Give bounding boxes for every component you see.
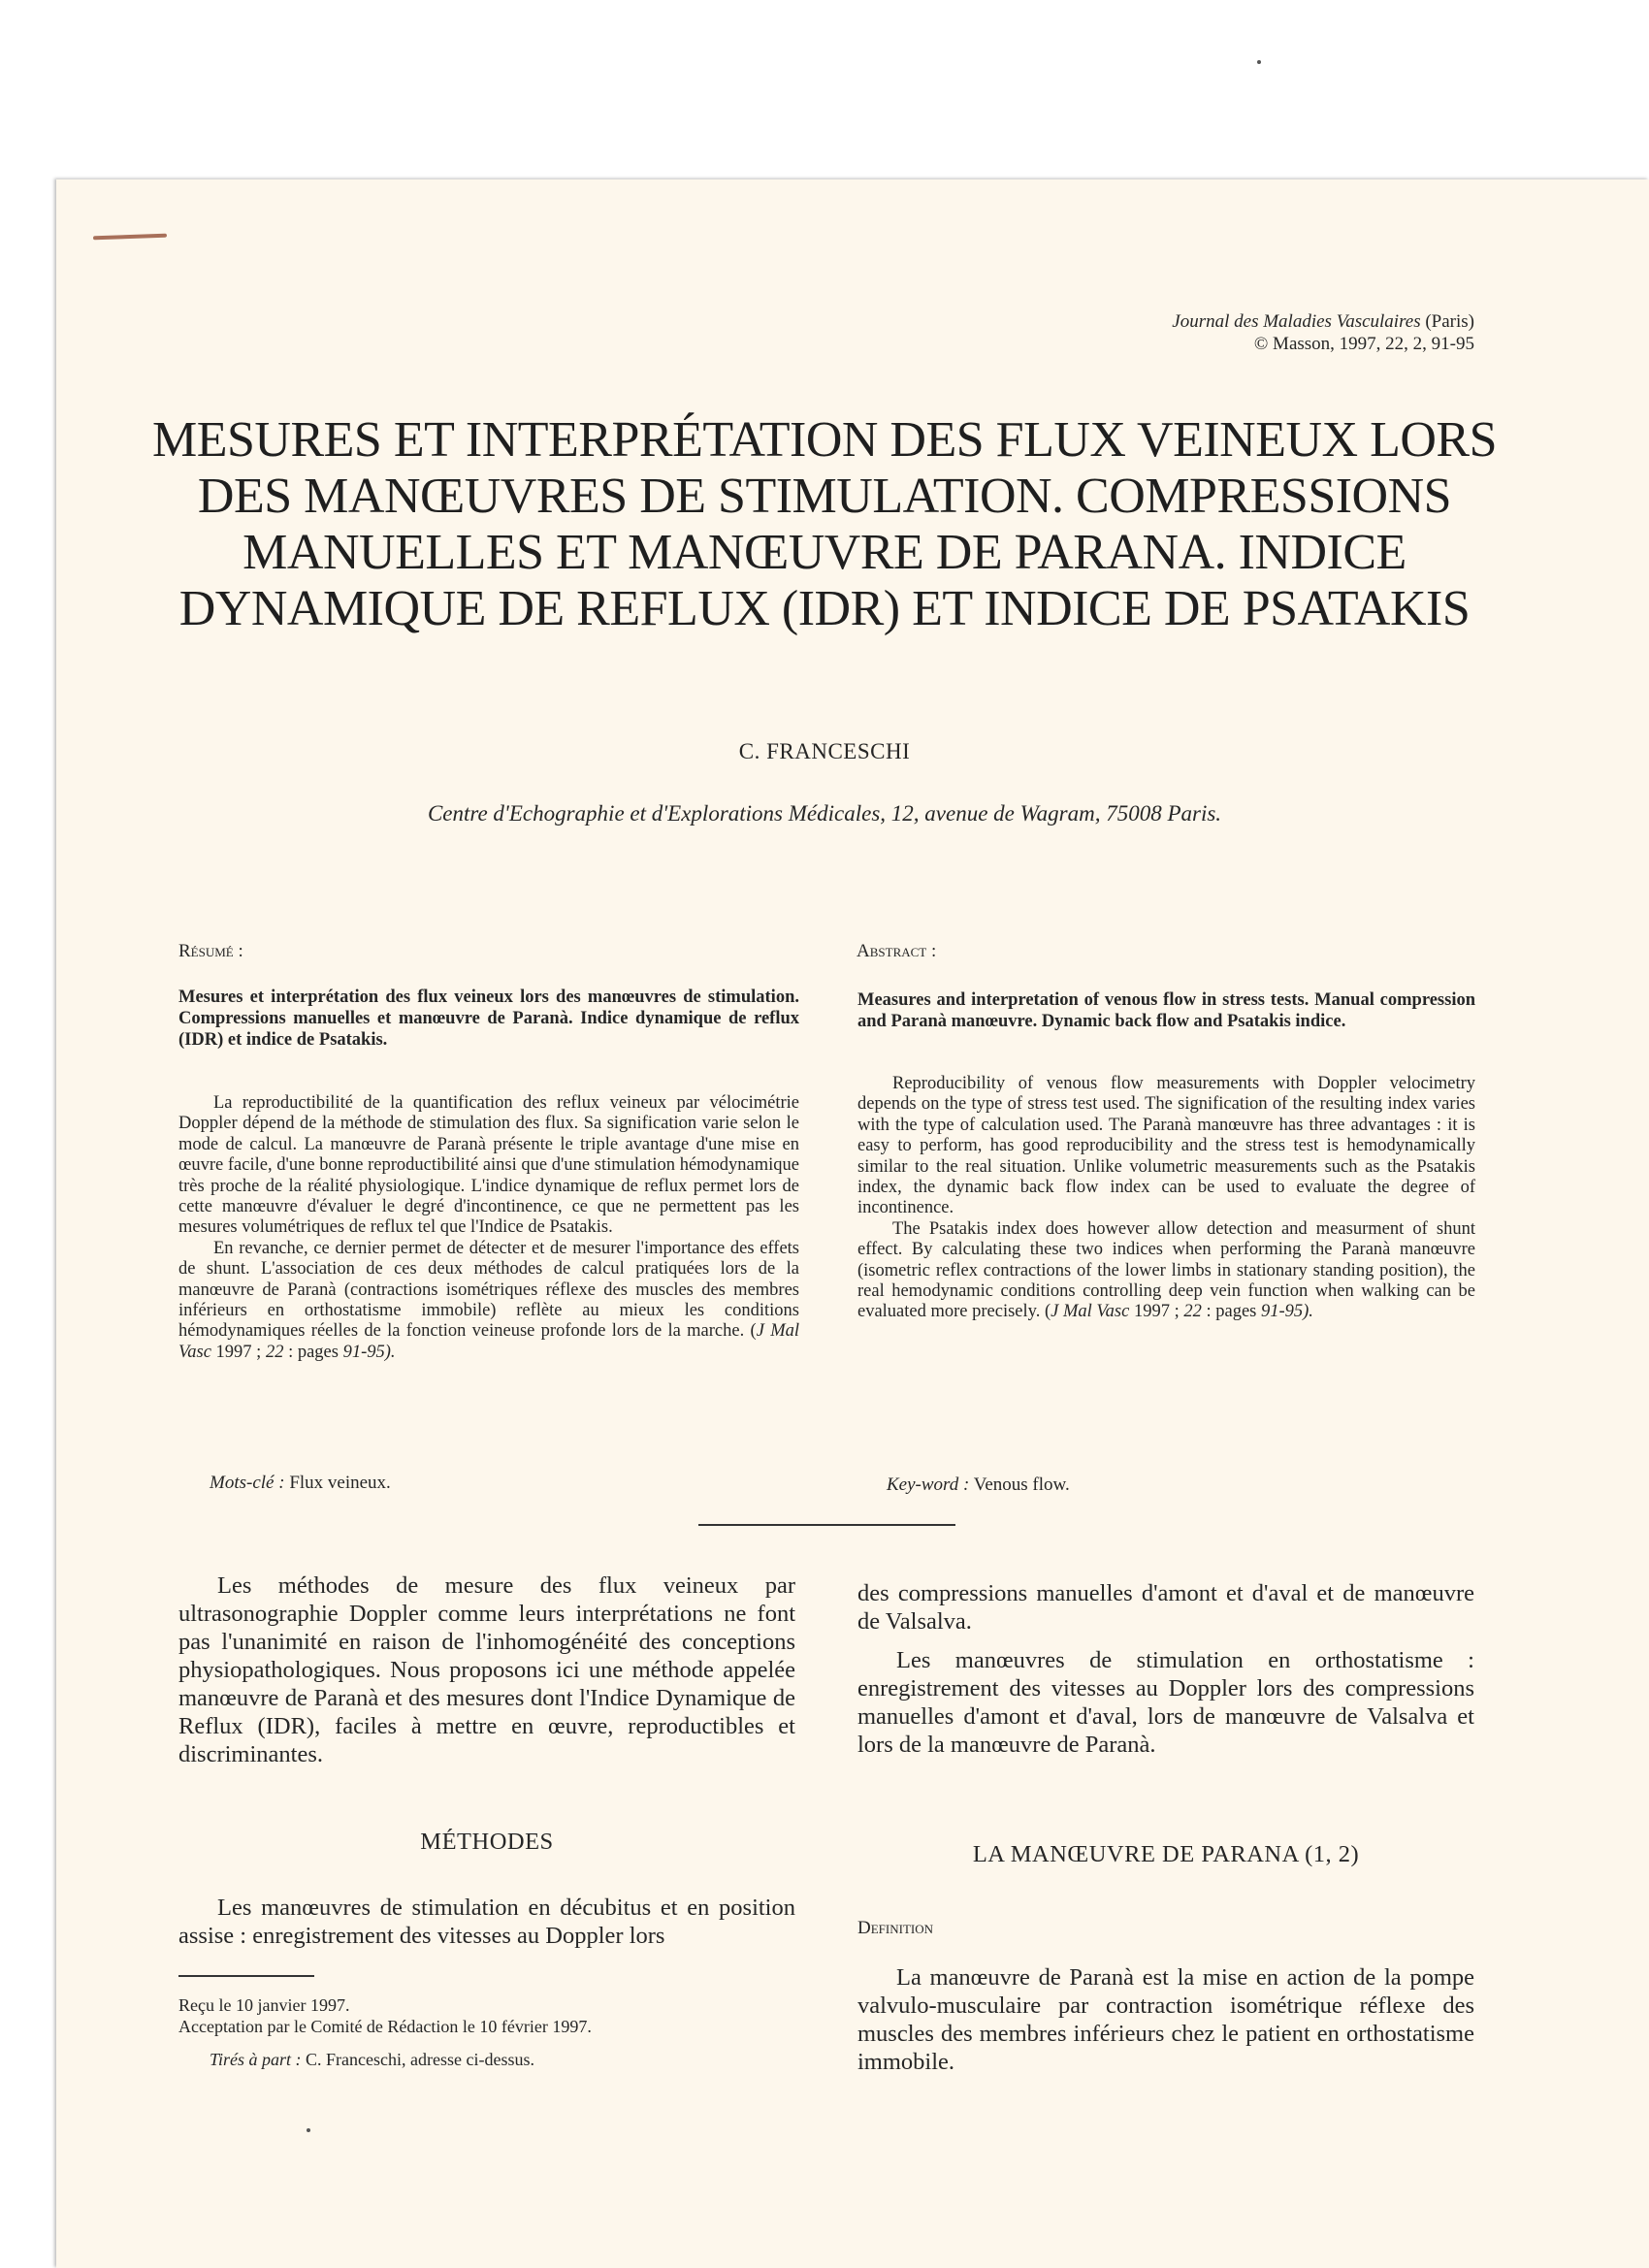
author-name: C. FRANCESCHI (738, 739, 911, 763)
column2-continuation: des compressions manuelles d'amont et d'aval et de manœuvre de Valsalva. (857, 1580, 1474, 1635)
parana-heading: LA MANŒUVRE DE PARANA (1, 2) (972, 1841, 1360, 1867)
intro-paragraph: Les méthodes de mesure des flux veineux par ultrasonographie Doppler comme leurs interprétations ne font pas l'unanimité en raison de l'inhomogénéité des conceptions physiopathologiques. Nous proposons ici une méthode appelée manœuvre de Paranà et des mesures dont l'Indice Dynamique de Reflux (IDR), faciles à mettre en œuvre, reproductibles et discriminantes. (178, 1572, 795, 1767)
orthostatism-paragraph: Les manœuvres de stimulation en orthostatisme : enregistrement des vitesses au Doppler lors des compressions manuelles d'amont et d'aval, lors de manœuvre de Valsalva et lors de la manœuvre de Paranà. (857, 1647, 1474, 1758)
definition-paragraph: La manœuvre de Paranà est la mise en action de la pompe valvulo-musculaire par contraction isométrique réflexe des muscles des membres inférieurs chez le patient en orthostatisme immobile. (857, 1964, 1474, 2075)
methodes-heading: MÉTHODES (420, 1829, 554, 1855)
methodes-paragraph: Les manœuvres de stimulation en décubitus et en position assise : enregistrement des vitesses au Doppler lors (178, 1895, 795, 1949)
footnote-rule (178, 1975, 314, 1977)
author-affiliation: Centre d'Echographie et d'Explorations Médicales, 12, avenue de Wagram, 75008 Paris. (427, 801, 1222, 826)
footnote-dates: Reçu le 10 janvier 1997. Acceptation par le Comité de Rédaction le 10 février 1997. (178, 1995, 592, 2036)
journal-reference: Journal des Maladies Vasculaires (Paris) © Masson, 1997, 22, 2, 91-95 (1172, 311, 1474, 354)
section-divider (698, 1524, 955, 1526)
speck (307, 2128, 310, 2132)
resume-heading: Résumé : (178, 941, 243, 961)
abstract-heading: Abstract : (857, 941, 937, 961)
resume-keywords: Mots-clé : Flux veineux. (210, 1473, 391, 1493)
resume-title: Mesures et interprétation des flux veineux lors des manœuvres de stimulation. Compressions manuelles et manœuvre de Paranà. Indice dynamique de reflux (IDR) et indice de Psatakis. (178, 988, 799, 1050)
resume-paragraph: En revanche, ce dernier permet de détecter et de mesurer l'importance des effets de shunt. L'association de ces deux méthodes de calcul pratiquées lors de la manœuvre de Paranà (contractions isométriques réflexe des muscles des membres inférieurs en orthostatisme immobile) reflète au mieux les conditions hémodynamiques réelles de la fonction veineuse profonde lors de la marche. (J Mal Vasc 1997 ; 22 : pages 91-95). (178, 1238, 800, 1362)
article-title: MESURES ET INTERPRÉTATION DES FLUX VEINEUX LORS DES MANŒUVRES DE STIMULATION. COMPRESSIONS MANUELLES ET MANŒUVRE DE PARANA. INDICE DYNAMIQUE DE REFLUX (IDR) ET INDICE DE PSATAKIS (151, 412, 1497, 636)
abstract-paragraph: The Psatakis index does however allow detection and measurment of shunt effect. By calculating these two indices when performing the Paranà manœuvre (isometric reflex contractions of the lower limbs in stationary standing position), the real hemodynamic conditions controlling deep vein function when walking can be evaluated more precisely. (J Mal Vasc 1997 ; 22 : pages 91-95). (857, 1218, 1475, 1322)
abstract-keywords: Key-word : Venous flow. (887, 1474, 1070, 1495)
resume-paragraph: La reproductibilité de la quantification des reflux veineux par vélocimétrie Doppler dépend de la méthode de stimulation des flux. Sa signification varie selon le mode de calcul. La manœuvre de Paranà présente le triple avantage d'une mise en œuvre facile, d'une bonne reproductibilité ainsi que d'une stimulation hémodynamique très proche de la réalité physiologique. L'indice dynamique de reflux permet lors de cette manœuvre d'évaluer le degré d'incontinence, ce que ne permettent pas les mesures volumétriques de reflux tel que l'Indice de Psatakis. (178, 1093, 799, 1238)
speck (1257, 60, 1261, 64)
abstract-title: Measures and interpretation of venous flow in stress tests. Manual compression and Paranà manœuvre. Dynamic back flow and Psatakis indice. (857, 990, 1475, 1031)
abstract-body (857, 1074, 1475, 1323)
abstract-paragraph: Reproducibility of venous flow measurements with Doppler velocimetry depends on the type of stress test used. The signification of the resulting index varies with the type of calculation used. The Paranà manœuvre has three advantages : it is easy to perform, has good reproducibility and the stress test is hemodynamically similar to the real situation. Unlike volumetric measurements such as the Psatakis index, the dynamic back flow index can be used to evaluate the degree of incontinence. (857, 1074, 1475, 1218)
footnote-reprints: Tirés à part : C. Franceschi, adresse ci-dessus. (210, 2050, 534, 2069)
definition-heading: Definition (857, 1918, 933, 1938)
resume-body (178, 1093, 799, 1363)
